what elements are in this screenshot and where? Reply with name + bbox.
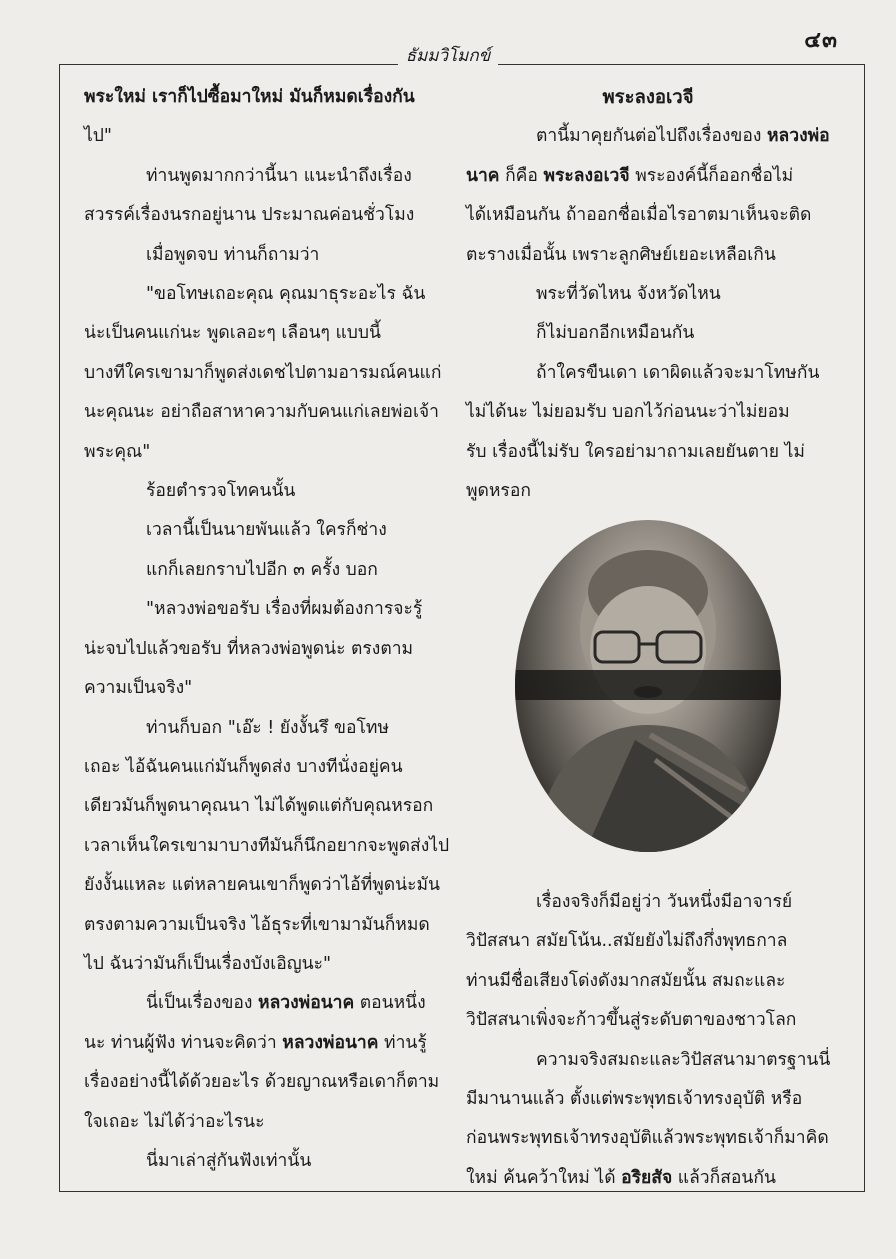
text-line: ความจริงสมถะและวิปัสสนามาตรฐานนี่ (536, 1049, 831, 1070)
text-line: นี่เป็นเรื่องของ หลวงพ่อนาค ตอนหนึ่ง (146, 993, 426, 1014)
text-line: ถ้าใครขืนเดา เดาผิดแล้วจะมาโทษกัน (536, 362, 820, 383)
text-line: บางทีใครเขามาก็พูดส่งเดชไปตามอารมณ์คนแก่ (84, 362, 442, 383)
right-column-top (466, 78, 830, 511)
text-line: ไป" (84, 126, 112, 147)
text-line: ไม่ได้นะ ไม่ยอมรับ บอกไว้ก่อนนะว่าไม่ยอม (466, 402, 790, 423)
text-line: เถอะ ไอ้ฉันคนแก่มันก็พูดส่ง บางทีนั่งอยู่คน (84, 756, 403, 777)
text-line: เดียวมันก็พูดนาคุณนา ไม่ได้พูดแต่กับคุณหรอก (84, 796, 434, 817)
text-line: ก็ไม่บอกอีกเหมือนกัน (536, 323, 695, 344)
text-line: เมื่อพูดจบ ท่านก็ถามว่า (146, 244, 320, 265)
text-line: เรื่องอย่างนี้ได้ด้วยอะไร ด้วยญาณหรือเดาก็ตาม (84, 1072, 440, 1093)
monk-portrait-icon (515, 520, 781, 852)
text-line: ท่านก็บอก "เอ๊ะ ! ยังงั้นรึ ขอโทษ (146, 717, 389, 738)
text-line: สวรรค์เรื่องนรกอยู่นาน ประมาณค่อนชั่วโมง (84, 205, 415, 226)
text-line: รับ เรื่องนี้ไม่รับ ใครอย่ามาถามเลยยันตาย ไม่ (466, 441, 805, 462)
text-line: ร้อยตำรวจโทคนนั้น (146, 481, 296, 502)
text-line: วิปัสสนาเพิ่งจะก้าวขึ้นสู่ระดับตาของชาวโลก (466, 1010, 797, 1031)
text-line: ความเป็นจริง" (84, 678, 193, 699)
text-line: พูดหรอก (466, 481, 531, 502)
text-line: ไป ฉันว่ามันก็เป็นเรื่องบังเอิญนะ" (84, 953, 332, 974)
text-line: นี่มาเล่าสู่กันฟังเท่านั้น (146, 1150, 312, 1171)
text-line: พระคุณ" (84, 441, 151, 462)
page-number: ๔๓ (804, 28, 838, 53)
text-line: วิปัสสนา สมัยโน้น..สมัยยังไม่ถึงกึ่งพุทธกาล (466, 931, 788, 952)
text-line: พระใหม่ เราก็ไปซื้อมาใหม่ มันก็หมดเรื่องกัน (84, 87, 415, 107)
text-line: นาค ก็คือ พระลงอเวจี พระองค์นี้ก็ออกชื่อไม่ (466, 165, 794, 186)
text-line: ท่านพูดมากกว่านี้นา แนะนำถึงเรื่อง (146, 165, 412, 186)
right-column-bottom (466, 883, 830, 1198)
text-line: น่ะจบไปแล้วขอรับ ที่หลวงพ่อพูดน่ะ ตรงตาม (84, 638, 414, 659)
text-line: มีมานานแล้ว ตั้งแต่พระพุทธเจ้าทรงอุบัติ หรือ (466, 1089, 803, 1110)
text-line: ตรงตามความเป็นจริง ไอ้ธุระที่เขามามันก็หมด (84, 914, 430, 935)
text-line: เวลานี้เป็นนายพันแล้ว ใครก็ช่าง (146, 520, 387, 541)
text-line: ยังงั้นแหละ แต่หลายคนเขาก็พูดว่าไอ้ที่พูดน่ะมัน (84, 875, 440, 896)
text-line: นะ ท่านผู้ฟัง ท่านจะคิดว่า หลวงพ่อนาค ท่านรู้ (84, 1032, 427, 1053)
text-line: พระที่วัดไหน จังหวัดไหน (536, 284, 721, 305)
text-line: "ขอโทษเถอะคุณ คุณมาธุระอะไร ฉัน (146, 284, 426, 305)
text-line: เรื่องจริงก็มีอยู่ว่า วันหนึ่งมีอาจารย์ (536, 892, 793, 912)
text-line: ท่านมีชื่อเสียงโด่งดังมากสมัยนั้น สมถะและ (466, 970, 786, 991)
text-line: ใจเถอะ ไม่ได้ว่าอะไรนะ (84, 1111, 265, 1132)
text-line: นะคุณนะ อย่าถือสาหาความกับคนแก่เลยพ่อเจ้า (84, 402, 440, 423)
text-line: ตานี้มาคุยกันต่อไปถึงเรื่องของ หลวงพ่อ (536, 126, 830, 147)
text-line: "หลวงพ่อขอรับ เรื่องที่ผมต้องการจะรู้ (146, 599, 423, 620)
text-line: ได้เหมือนกัน ถ้าออกชื่อเมื่อไรอาตมาเห็นจะติด (466, 205, 812, 226)
left-column (84, 78, 450, 1181)
text-line: ใหม่ ค้นคว้าใหม่ ได้ อริยสัจ แล้วก็สอนกัน (466, 1167, 776, 1188)
text-line: แกก็เลยกราบไปอีก ๓ ครั้ง บอก (146, 559, 378, 580)
text-line: ตะรางเมื่อนั้น เพราะลูกศิษย์เยอะเหลือเกิน (466, 244, 776, 265)
section-heading: พระลงอเวจี (602, 87, 694, 108)
text-line: ก่อนพระพุทธเจ้าทรงอุบัติแล้วพระพุทธเจ้าก็มาคิด (466, 1128, 829, 1149)
text-line: น่ะเป็นคนแก่นะ พูดเลอะๆ เลือนๆ แบบนี้ (84, 323, 381, 344)
book-title: ธัมมวิโมกข์ (398, 46, 499, 66)
running-header (0, 42, 896, 69)
text-line: เวลาเห็นใครเขามาบางทีมันก็นึกอยากจะพูดส่งไป (84, 835, 450, 856)
